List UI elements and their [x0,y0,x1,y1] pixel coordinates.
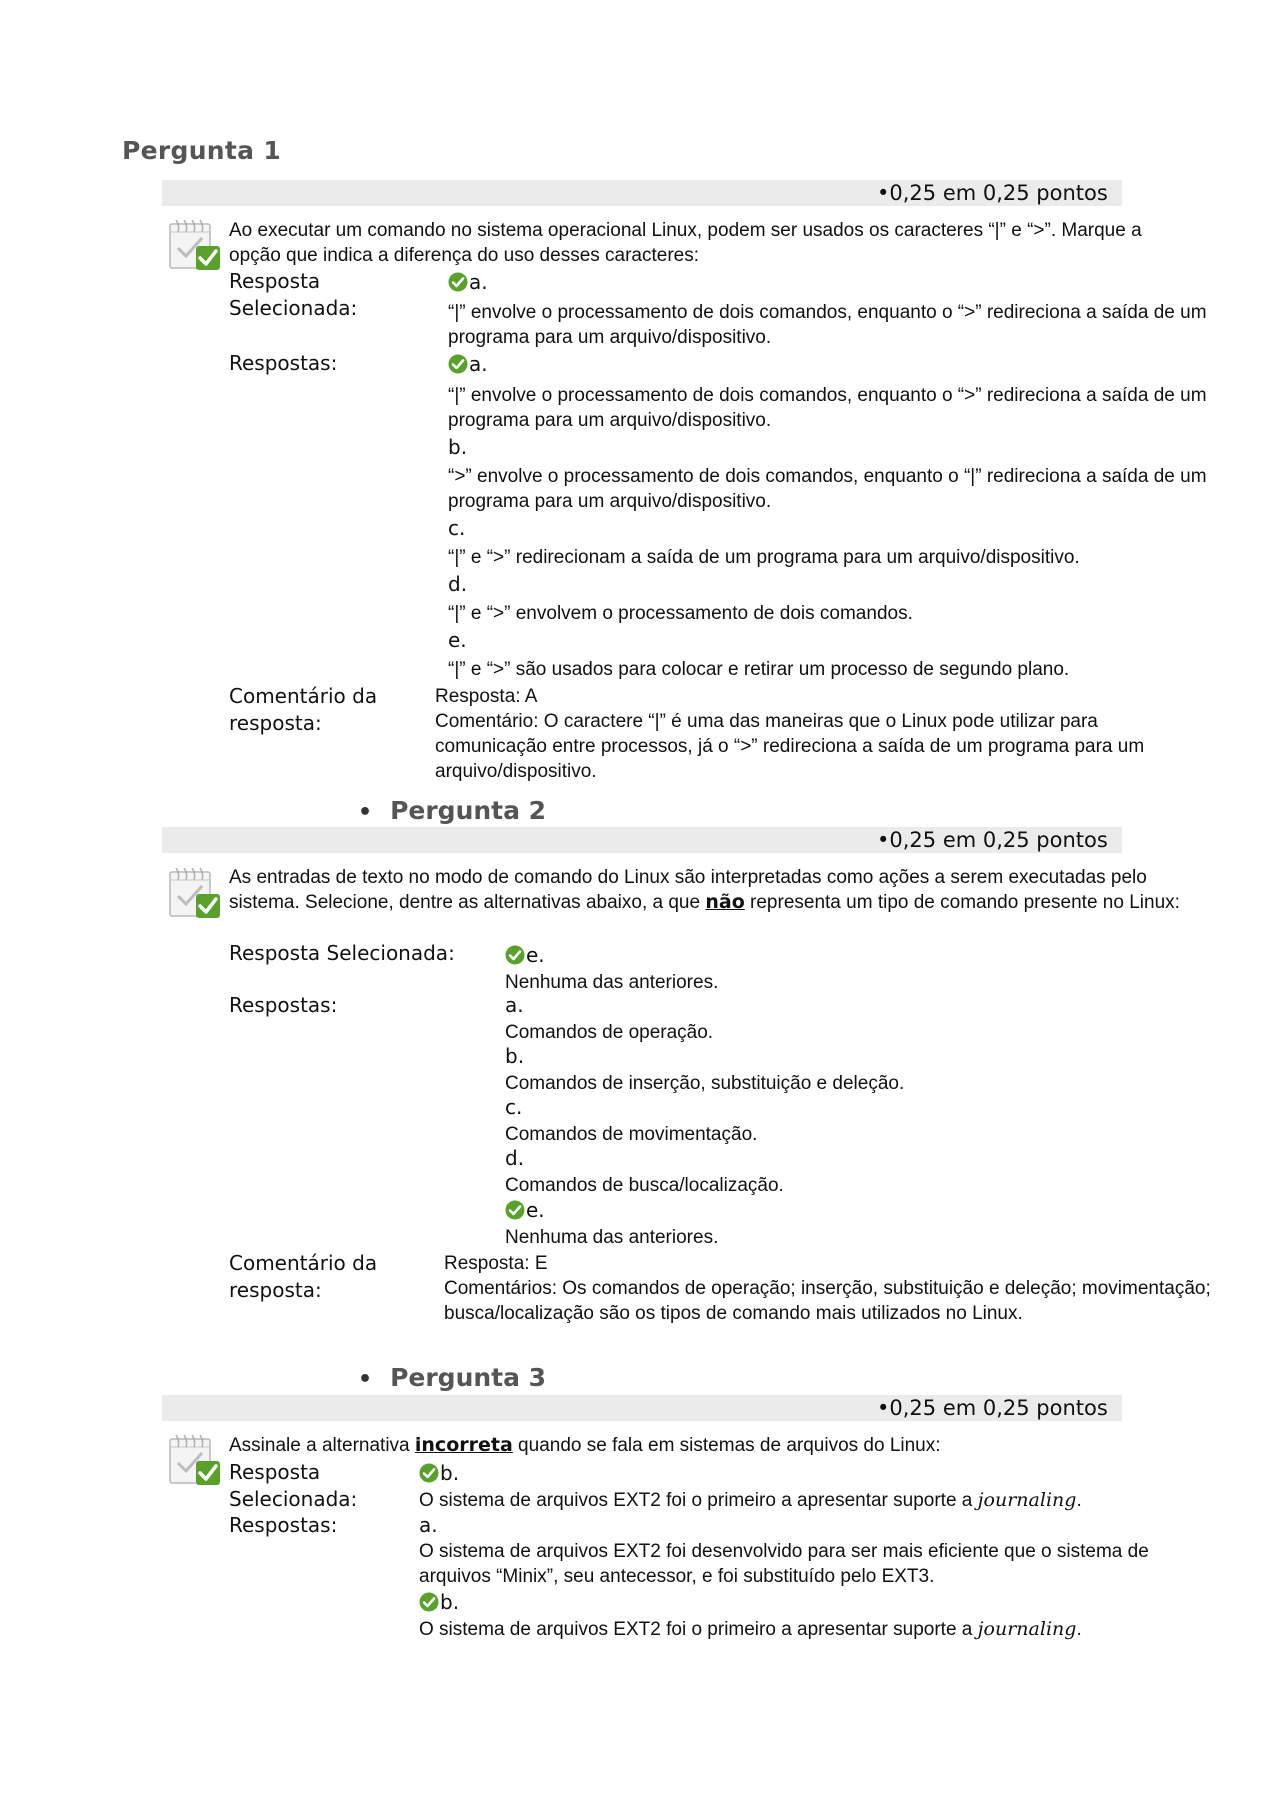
question-1-option-a-text: “|” envolve o processamento de dois comandos, enquanto o “>” redireciona a saída de um programa para um arquivo/dispositivo. [448,385,1207,431]
question-1-option-b-letter: b. [448,435,468,459]
question-3-option-a-text: O sistema de arquivos EXT2 foi desenvolvido para ser mais eficiente que o sistema de arquivos “Minix”, seu antecessor, e foi substituído pelo EXT3. [419,1541,1149,1587]
question-1-points-bar [162,180,1122,206]
question-1-selected-letter: a. [448,270,488,294]
check-icon [419,1463,439,1483]
question-1-option-e-letter: e. [448,628,467,652]
question-3-title: • Pergunta 3 [358,1363,547,1392]
check-icon [448,272,468,292]
question-2-option-d-letter: d. [505,1146,525,1170]
question-2-comment [444,1251,1214,1326]
question-2-selected-letter: e. [505,943,545,967]
question-3-option-b-letter: b. [419,1590,459,1614]
question-2-option-d-text: Comandos de busca/localização. [505,1175,784,1196]
comment-answer: Resposta: A [435,686,538,707]
question-1-text: Ao executar um comando no sistema operacional Linux, podem ser usados os caracteres “|” e “>”. Marque a opção que indica a diferença do uso desses caracteres: [229,220,1142,266]
question-2-points: •0,25 em 0,25 pontos [877,828,1108,852]
question-2-points-bar [162,827,1122,853]
selected-answer-label: Resposta Selecionada: [229,269,358,320]
selected-answer-label: Resposta Selecionada: [229,1460,358,1511]
question-2-option-a-text: Comandos de operação. [505,1022,714,1043]
question-1-option-d-text: “|” e “>” envolvem o processamento de dois comandos. [448,603,913,624]
question-3-selected-letter: b. [419,1461,459,1485]
question-correct-icon [168,218,222,272]
question-1-comment [435,684,1215,784]
question-1-option-c-letter: c. [448,516,466,540]
question-1-option-d-letter: d. [448,572,468,596]
answers-label: Respostas: [229,993,338,1017]
question-1-option-e-text: “|” e “>” são usados para colocar e retirar um processo de segundo plano. [448,659,1070,680]
question-2-option-e-letter: e. [505,1198,545,1222]
question-3-selected-text: O sistema de arquivos EXT2 foi o primeiro a apresentar suporte a journaling. [419,1489,1082,1511]
question-3-points-bar [162,1395,1122,1421]
question-2-title: • Pergunta 2 [358,796,547,825]
question-3-option-a-letter: a. [419,1513,438,1537]
comment-text: Comentário: O caractere “|” é uma das maneiras que o Linux pode utilizar para comunicação entre processos, já o “>” redireciona a saída de um programa para um arquivo/dispositivo. [435,711,1145,782]
question-correct-icon [168,866,222,920]
answers-label: Respostas: [229,1513,338,1537]
question-1-option-a-letter: a. [448,352,488,376]
question-2-selected-text: Nenhuma das anteriores. [505,972,719,993]
question-1-option-b-text: “>” envolve o processamento de dois comandos, enquanto o “|” redireciona a saída de um programa para um arquivo/dispositivo. [448,466,1207,512]
question-3-text: Assinale a alternativa incorreta quando se fala em sistemas de arquivos do Linux: [229,1434,941,1456]
check-icon [419,1592,439,1612]
answers-label: Respostas: [229,351,338,375]
question-2-option-c-letter: c. [505,1095,523,1119]
check-icon [505,945,525,965]
question-1-selected-text: “|” envolve o processamento de dois comandos, enquanto o “>” redireciona a saída de um programa para um arquivo/dispositivo. [448,302,1207,348]
question-1-option-c-text: “|” e “>” redirecionam a saída de um programa para um arquivo/dispositivo. [448,547,1080,568]
question-2-option-c-text: Comandos de movimentação. [505,1124,758,1145]
question-2-option-b-text: Comandos de inserção, substituição e deleção. [505,1073,905,1094]
comment-text: Comentários: Os comandos de operação; inserção, substituição e deleção; movimentação; busca/localização são os tipos de comando mais utilizados no Linux. [444,1278,1211,1324]
question-3-option-b-text: O sistema de arquivos EXT2 foi o primeiro a apresentar suporte a journaling. [419,1618,1082,1640]
comment-label: Comentário da resposta: [229,684,378,735]
question-3-points: •0,25 em 0,25 pontos [877,1396,1108,1420]
comment-answer: Resposta: E [444,1253,548,1274]
question-correct-icon [168,1433,222,1487]
question-2-text: As entradas de texto no modo de comando do Linux são interpretadas como ações a serem executadas pelo sistema. Selecione, dentre as alternativas abaixo, a que não representa um tipo de comando presente no Linux: [229,867,1180,913]
question-2-option-e-text: Nenhuma das anteriores. [505,1227,719,1248]
selected-answer-label: Resposta Selecionada: [229,941,455,965]
question-1-points: •0,25 em 0,25 pontos [877,181,1108,205]
question-2-option-a-letter: a. [505,993,524,1017]
question-2-option-b-letter: b. [505,1044,525,1068]
question-1-title: Pergunta 1 [122,136,282,165]
check-icon [505,1200,525,1220]
check-icon [448,354,468,374]
comment-label: Comentário da resposta: [229,1251,378,1302]
